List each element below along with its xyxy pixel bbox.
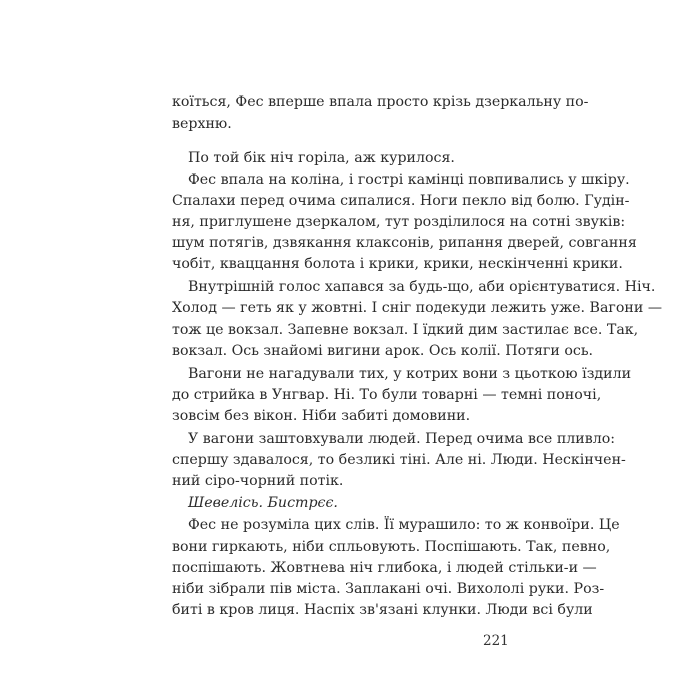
text-line: По той бік ніч горіла, аж курилося. xyxy=(188,150,455,167)
text-line: до стрийка в Унгвар. Ні. То були товарні — темні поночі, xyxy=(172,386,602,403)
text-line: коїться, Фес вперше впала просто крізь дзеркальну по- xyxy=(172,94,589,110)
text-line: ніби зібрали пів міста. Заплакані очі. Вихололі руки. Роз- xyxy=(172,580,605,597)
text-line: чобіт, кваццання болота і крики, крики, нескінченні крики. xyxy=(172,256,623,273)
text-line: Внутрішній голос хапався за будь-що, аби орієнтуватися. Ніч. xyxy=(188,279,656,296)
text-line: шум потягів, дзвякання клаксонів, рипання дверей, совгання xyxy=(172,235,637,252)
text-line: биті в кров лиця. Наспіх зв'язані клунки. Люди всі були xyxy=(172,602,593,618)
text-line: У вагони заштовхували людей. Перед очима все пливло: xyxy=(188,430,616,447)
italic-speech-line: Шевелісь. Бистрєє. xyxy=(188,495,338,512)
text-line: верхню. xyxy=(172,116,232,133)
text-line: Фес не розуміла цих слів. Її мурашило: то ж конвоїри. Це xyxy=(188,517,620,534)
page-number: 221 xyxy=(483,633,509,649)
text-line: ний сіро-чорний потік. xyxy=(172,473,344,490)
text-line: Спалахи перед очима сипалися. Ноги пекло від болю. Гудін- xyxy=(172,192,630,209)
text-line: поспішають. Жовтнева ніч глибока, і людей стільки-и — xyxy=(172,559,597,576)
text-line: зовсім без вікон. Ніби забиті домовини. xyxy=(172,407,471,424)
text-line: Фес впала на коліна, і гострі камінці повпивались у шкіру. xyxy=(188,171,630,188)
text-line: Холод — геть як у жовтні. І сніг подекуди лежить уже. Вагони — xyxy=(172,300,663,317)
text-line: спершу здавалося, то безликі тіні. Але ні. Люди. Нескінчен- xyxy=(172,452,626,469)
text-line: ня, приглушене дзеркалом, тут розділилося на сотні звуків: xyxy=(172,213,626,230)
text-line: Вагони не нагадували тих, у котрих вони з цьоткою їздили xyxy=(188,365,632,382)
text-line: тож це вокзал. Запевне вокзал. І їдкий дим застилає все. Так, xyxy=(172,321,639,338)
text-line: вони гиркають, ніби спльовують. Поспішають. Так, певно, xyxy=(172,538,611,555)
text-line: вокзал. Ось знайомі вигини арок. Ось колії. Потяги ось. xyxy=(172,342,594,359)
